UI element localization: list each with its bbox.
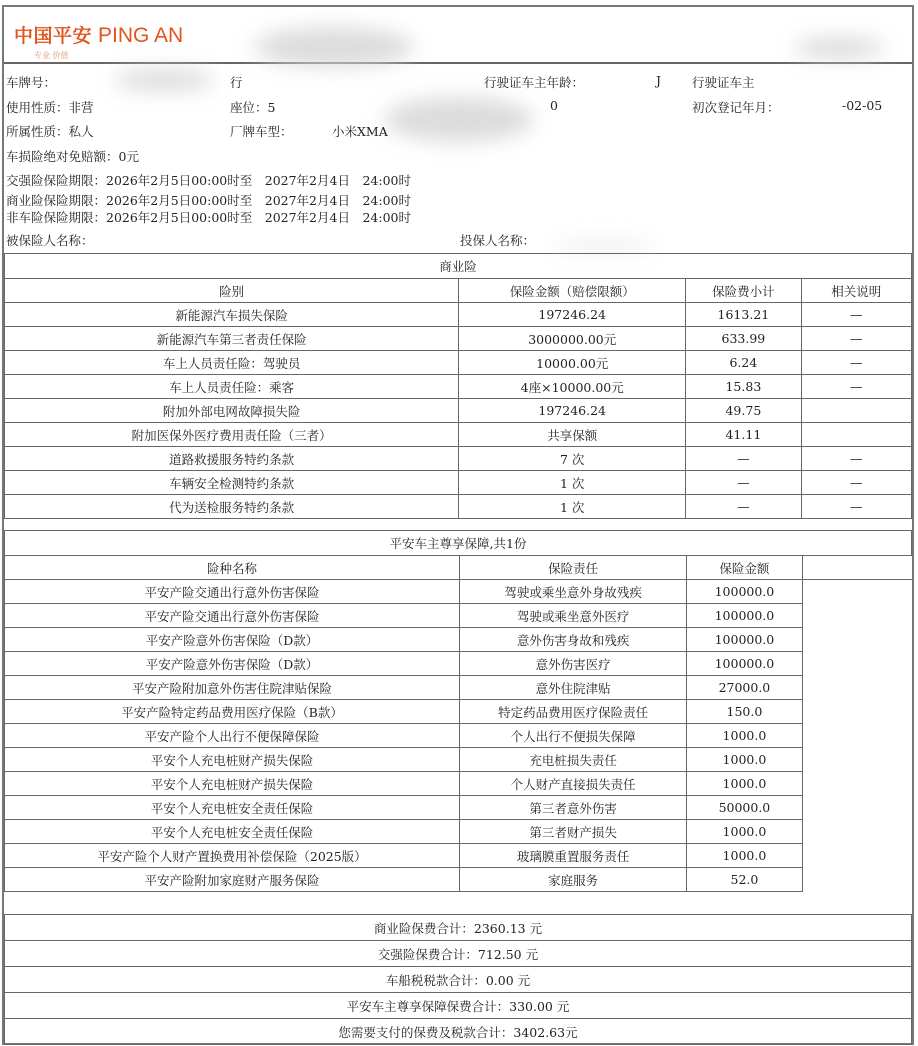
cell: 平安产险附加意外伤害住院津贴保险 xyxy=(5,676,460,700)
cell: 41.11 xyxy=(686,423,801,447)
commercial-row xyxy=(5,303,912,327)
ctpl-period: 交强险保险期限：2026年2月5日00:00时至 2027年2月4日 24:00时 xyxy=(6,173,411,188)
owner-age-label: 行驶证车主年龄： xyxy=(484,75,585,90)
vip-row xyxy=(5,700,912,724)
cell: 特定药品费用医疗保险责任 xyxy=(460,700,687,724)
commercial-row xyxy=(5,399,912,423)
cell: — xyxy=(801,495,911,519)
empty-cell xyxy=(802,748,911,772)
commercial-row xyxy=(5,495,912,519)
vip-title: 平安车主尊享保障,共1份 xyxy=(5,531,912,556)
cell: 车上人员责任险：驾驶员 xyxy=(5,351,459,375)
total-value: 平安车主尊享保障保费合计：330.00 元 xyxy=(5,993,912,1019)
commercial-row xyxy=(5,471,912,495)
cell: 附加医保外医疗费用责任险（三者） xyxy=(5,423,459,447)
cell: 意外住院津贴 xyxy=(460,676,687,700)
col-header: 保险金额 xyxy=(687,556,802,580)
commercial-period: 商业险保险期限：2026年2月5日00:00时至 2027年2月4日 24:00时 xyxy=(6,193,411,208)
cell: 1 次 xyxy=(459,471,686,495)
cell: 平安产险意外伤害保险（D款） xyxy=(5,628,460,652)
vip-row xyxy=(5,724,912,748)
vip-row xyxy=(5,580,912,604)
empty-cell xyxy=(802,556,911,580)
cell: 驾驶或乘坐意外医疗 xyxy=(460,604,687,628)
empty-cell xyxy=(802,652,911,676)
vip-row xyxy=(5,868,912,892)
cell: 新能源汽车损失保险 xyxy=(5,303,459,327)
cell: — xyxy=(801,375,911,399)
cell: 7 次 xyxy=(459,447,686,471)
logo-en: PING AN xyxy=(98,24,184,47)
mid-value: 0 xyxy=(550,98,558,113)
logo-cn: 中国平安 xyxy=(14,25,93,47)
cell: 新能源汽车第三者责任保险 xyxy=(5,327,459,351)
usage: 使用性质：非营 xyxy=(6,100,94,115)
cell: 意外伤害身故和残疾 xyxy=(460,628,687,652)
empty-cell xyxy=(802,580,911,604)
cell: 平安产险交通出行意外伤害保险 xyxy=(5,604,460,628)
cell: 第三者意外伤害 xyxy=(460,796,687,820)
col-header: 险种名称 xyxy=(5,556,460,580)
first-reg-label: 初次登记年月： xyxy=(692,100,780,115)
col-header: 保险金额（赔偿限额） xyxy=(459,279,686,303)
cell: 49.75 xyxy=(686,399,801,423)
cell: — xyxy=(801,471,911,495)
cell: 平安个人充电桩安全责任保险 xyxy=(5,820,460,844)
cell: 充电桩损失责任 xyxy=(460,748,687,772)
cell: 1000.0 xyxy=(687,748,802,772)
commercial-title: 商业险 xyxy=(5,254,912,279)
cell: 15.83 xyxy=(686,375,801,399)
partial-label: 行 xyxy=(230,75,243,90)
empty-cell xyxy=(802,724,911,748)
cell: 个人出行不便损失保障 xyxy=(460,724,687,748)
empty-cell xyxy=(802,628,911,652)
cell: 50000.0 xyxy=(687,796,802,820)
cell: 驾驶或乘坐意外身故残疾 xyxy=(460,580,687,604)
cell: 平安个人充电桩安全责任保险 xyxy=(5,796,460,820)
cell: 1000.0 xyxy=(687,844,802,868)
cell: 道路救援服务特约条款 xyxy=(5,447,459,471)
empty-cell xyxy=(802,796,911,820)
cell: — xyxy=(801,303,911,327)
cell: 100000.0 xyxy=(687,580,802,604)
owner-label: 行驶证车主 xyxy=(692,75,755,90)
noncar-period: 非车险保险期限：2026年2月5日00:00时至 2027年2月4日 24:00时 xyxy=(6,210,411,225)
ownership: 所属性质：私人 xyxy=(6,124,94,139)
deductible: 车损险绝对免赔额：0元 xyxy=(6,149,139,164)
total-row xyxy=(5,915,912,941)
redaction-blur xyxy=(114,69,214,91)
cell: 52.0 xyxy=(687,868,802,892)
total-value: 您需要支付的保费及税款合计：3402.63元 xyxy=(5,1019,912,1045)
col-header: 险别 xyxy=(5,279,459,303)
cell: — xyxy=(801,351,911,375)
empty-cell xyxy=(802,844,911,868)
total-row xyxy=(5,1019,912,1045)
vip-table xyxy=(4,530,912,892)
cell: 1 次 xyxy=(459,495,686,519)
vip-row xyxy=(5,748,912,772)
logo-slogan: 专业 价值 xyxy=(34,51,69,60)
empty-cell xyxy=(802,676,911,700)
cell: — xyxy=(686,447,801,471)
cell: 第三者财产损失 xyxy=(460,820,687,844)
total-row xyxy=(5,967,912,993)
vip-row xyxy=(5,652,912,676)
pingan-logo xyxy=(14,21,183,61)
model-value: 小米XMA xyxy=(332,124,388,139)
commercial-header-row xyxy=(5,279,912,303)
cell: 平安产险交通出行意外伤害保险 xyxy=(5,580,460,604)
redaction-blur xyxy=(794,37,884,59)
commercial-row xyxy=(5,327,912,351)
seats: 座位：5 xyxy=(230,100,276,115)
model-label: 厂牌车型： xyxy=(230,124,293,139)
cell: — xyxy=(686,495,801,519)
cell: 10000.00元 xyxy=(459,351,686,375)
col-header: 相关说明 xyxy=(801,279,911,303)
vip-row xyxy=(5,604,912,628)
vip-row xyxy=(5,676,912,700)
redaction-blur xyxy=(554,243,654,249)
vip-header-row xyxy=(5,556,912,580)
cell: 意外伤害医疗 xyxy=(460,652,687,676)
vip-row xyxy=(5,628,912,652)
cell: 平安产险个人财产置换费用补偿保险（2025版） xyxy=(5,844,460,868)
empty-cell xyxy=(802,868,911,892)
cell: 1000.0 xyxy=(687,820,802,844)
commercial-row xyxy=(5,375,912,399)
cell: — xyxy=(801,327,911,351)
policy-document xyxy=(2,5,914,1045)
cell: 150.0 xyxy=(687,700,802,724)
total-value: 商业险保费合计：2360.13 元 xyxy=(5,915,912,941)
owner-age-suffix: J xyxy=(656,73,662,88)
total-row xyxy=(5,941,912,967)
empty-cell xyxy=(802,700,911,724)
commercial-row xyxy=(5,447,912,471)
redaction-blur xyxy=(384,97,534,142)
cell: 附加外部电网故障损失险 xyxy=(5,399,459,423)
col-header: 保险费小计 xyxy=(686,279,801,303)
cell: 100000.0 xyxy=(687,628,802,652)
cell: 4座×10000.00元 xyxy=(459,375,686,399)
cell: 平安产险意外伤害保险（D款） xyxy=(5,652,460,676)
cell: 平安产险特定药品费用医疗保险（B款） xyxy=(5,700,460,724)
cell: 平安个人充电桩财产损失保险 xyxy=(5,772,460,796)
total-row xyxy=(5,993,912,1019)
cell: 197246.24 xyxy=(459,399,686,423)
cell xyxy=(801,423,911,447)
total-value: 交强险保费合计：712.50 元 xyxy=(5,941,912,967)
divider xyxy=(4,62,912,64)
empty-cell xyxy=(802,772,911,796)
cell: — xyxy=(801,447,911,471)
commercial-row xyxy=(5,351,912,375)
cell: — xyxy=(686,471,801,495)
cell: 197246.24 xyxy=(459,303,686,327)
total-value: 车船税税款合计：0.00 元 xyxy=(5,967,912,993)
vip-row xyxy=(5,796,912,820)
plate-label: 车牌号： xyxy=(6,75,57,90)
cell: 车辆安全检测特约条款 xyxy=(5,471,459,495)
empty-cell xyxy=(802,604,911,628)
cell: 27000.0 xyxy=(687,676,802,700)
cell: 1000.0 xyxy=(687,724,802,748)
vip-row xyxy=(5,820,912,844)
cell: 代为送检服务特约条款 xyxy=(5,495,459,519)
vip-row xyxy=(5,772,912,796)
redaction-blur xyxy=(254,27,414,67)
commercial-row xyxy=(5,423,912,447)
cell: 100000.0 xyxy=(687,604,802,628)
cell xyxy=(801,399,911,423)
cell: 共享保额 xyxy=(459,423,686,447)
cell: 车上人员责任险：乘客 xyxy=(5,375,459,399)
first-reg-value: -02-05 xyxy=(842,98,883,113)
cell: 6.24 xyxy=(686,351,801,375)
cell: 平安产险个人出行不便保障保险 xyxy=(5,724,460,748)
cell: 1000.0 xyxy=(687,772,802,796)
col-header: 保险责任 xyxy=(460,556,687,580)
vip-row xyxy=(5,844,912,868)
cell: 平安个人充电桩财产损失保险 xyxy=(5,748,460,772)
cell: 633.99 xyxy=(686,327,801,351)
cell: 3000000.00元 xyxy=(459,327,686,351)
applicant-label: 投保人名称： xyxy=(460,233,536,248)
insured-label: 被保险人名称： xyxy=(6,233,94,248)
cell: 平安产险附加家庭财产服务保险 xyxy=(5,868,460,892)
cell: 100000.0 xyxy=(687,652,802,676)
commercial-table xyxy=(4,253,912,519)
cell: 1613.21 xyxy=(686,303,801,327)
cell: 家庭服务 xyxy=(460,868,687,892)
cell: 个人财产直接损失责任 xyxy=(460,772,687,796)
totals-table xyxy=(4,914,912,1045)
cell: 玻璃膜重置服务责任 xyxy=(460,844,687,868)
empty-cell xyxy=(802,820,911,844)
